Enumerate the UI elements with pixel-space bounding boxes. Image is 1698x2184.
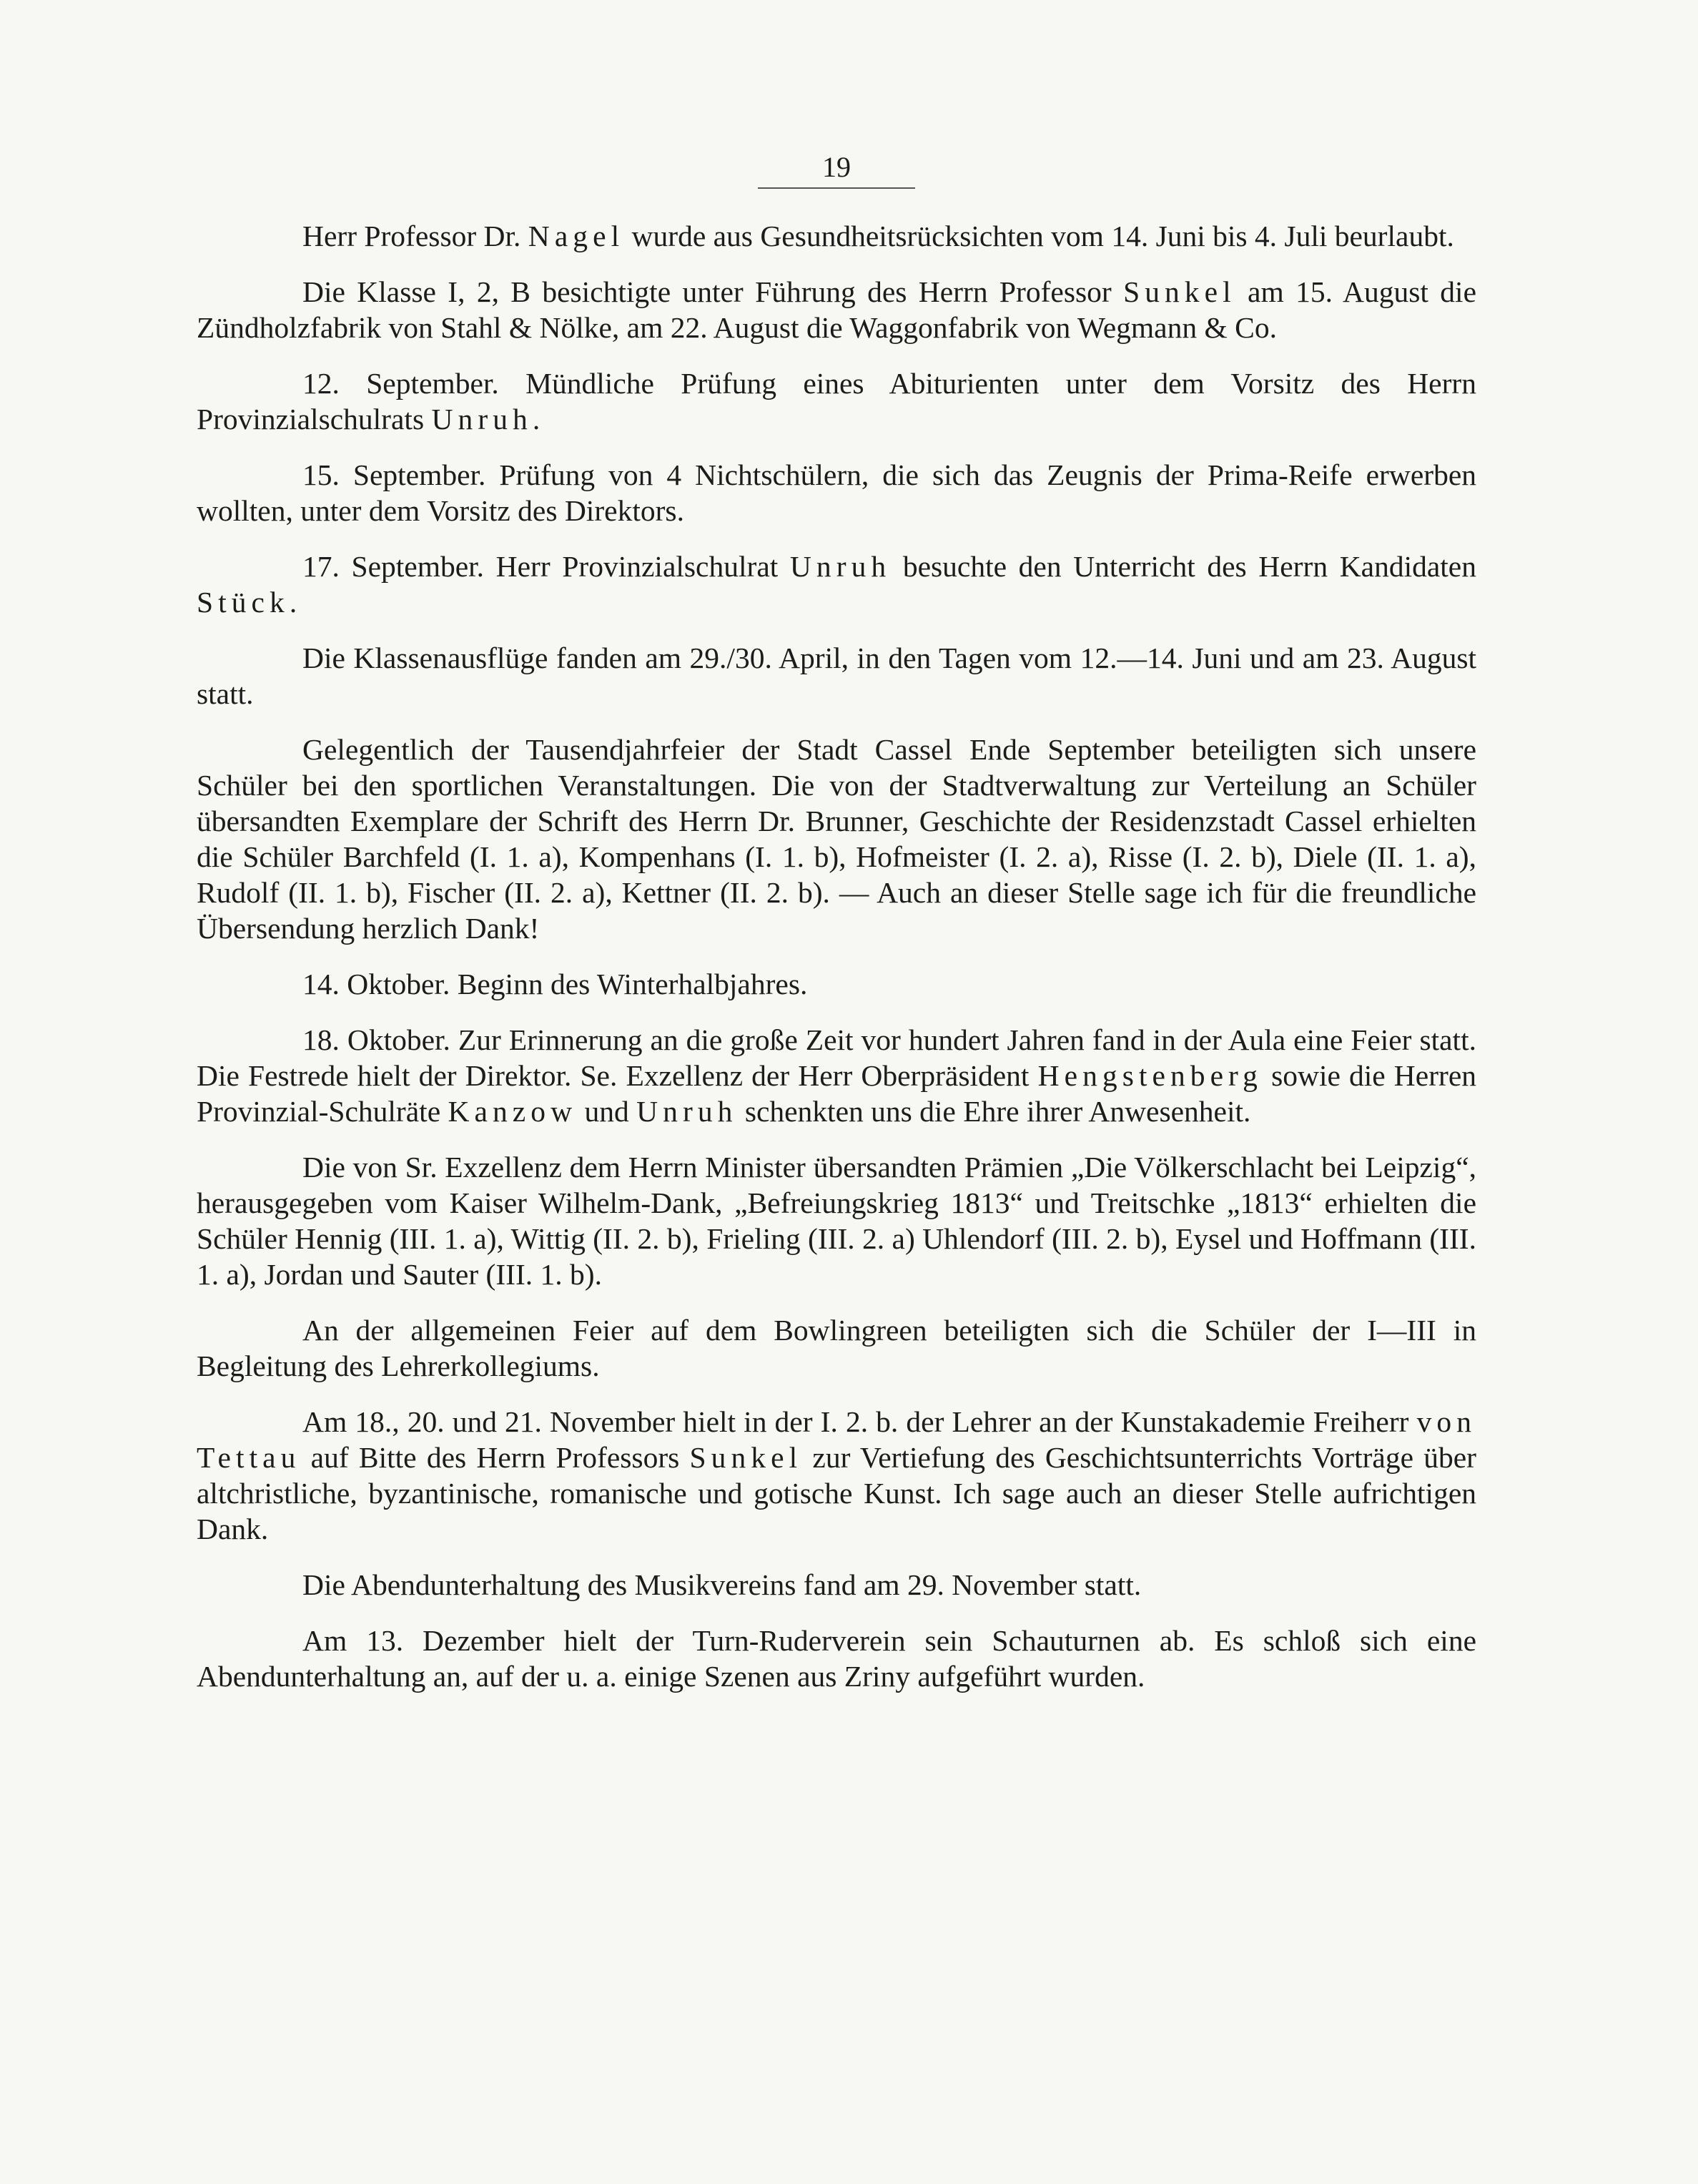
spaced-name: Sunkel (1123, 275, 1236, 308)
body-text (197, 218, 1476, 1714)
paragraph (197, 1404, 1476, 1547)
paragraph (197, 274, 1476, 345)
text-segment: Herr Professor Dr. (302, 220, 528, 252)
paragraph (197, 1312, 1476, 1384)
spaced-name: Hengstenberg (1037, 1059, 1263, 1092)
paragraph (197, 1022, 1476, 1129)
text-segment: zur Vertiefung des Geschichtsunterrichts Vorträge über altchristliche, byzantinische, romanische und gotische Kunst. Ich sage auch an dieser Stelle aufrichtigen Dank. (197, 1441, 1476, 1545)
paragraph (197, 457, 1476, 528)
text-segment: Die von Sr. Exzellenz dem Herrn Minister übersandten Prämien „Die Völkerschlacht bei Leipzig“, herausgegeben vom Kaiser Wilhelm-Dank, „Befreiungskrieg 1813“ und Treitschke „1813“ erhielten die Schüler Hennig (III. 1. a), Wittig (II. 2. b), Frieling (III. 2. a) Uhlendorf (III. 2. b), Eysel und Hoffmann (III. 1. a), Jordan und Sauter (III. 1. b). (197, 1151, 1476, 1291)
text-segment: 14. Oktober. Beginn des Winterhalbjahres. (302, 968, 808, 1000)
paragraph (197, 1567, 1476, 1603)
paragraph (197, 1149, 1476, 1292)
text-segment: Am 18., 20. und 21. November hielt in der I. 2. b. der Lehrer an der Kunstakademie Freiherr (302, 1405, 1417, 1438)
text-segment: 12. September. Mündliche Prüfung eines Abiturienten unter dem Vorsitz des Herrn Provinzialschulrats (197, 367, 1476, 436)
paragraph (197, 1623, 1476, 1694)
spaced-name: Unruh (636, 1095, 738, 1128)
spaced-name: Stück (197, 586, 290, 619)
text-segment: Die Klassenausflüge fanden am 29./30. April, in den Tagen vom 12.—14. Juni und am 23. August statt. (197, 641, 1476, 710)
paragraph (197, 966, 1476, 1002)
text-segment: sowie die Herren Provinzial-Schulräte (197, 1059, 1477, 1128)
paragraph (197, 549, 1476, 620)
spaced-name: Kanzow (448, 1095, 578, 1128)
spaced-name: Unruh (431, 403, 533, 436)
text-segment: . (289, 586, 297, 619)
text-segment: Die Klasse I, 2, B besichtigte unter Führung des Herrn Professor (302, 275, 1124, 308)
paragraph (197, 365, 1476, 437)
text-segment: schenkten uns die Ehre ihrer Anwesenheit. (737, 1095, 1251, 1128)
text-segment: 18. Oktober. Zur Erinnerung an die große Zeit vor hundert Jahren fand in der Aula eine Feier statt. Die Festrede hielt der Direktor. Se. Exzellenz der Herr Oberpräsident (197, 1023, 1476, 1092)
text-segment: wurde aus Gesundheitsrücksichten vom 14. Juni bis 4. Juli beurlaubt. (624, 220, 1454, 252)
paragraph (197, 218, 1476, 254)
spaced-name: von Tettau (197, 1405, 1476, 1474)
page-number-rule (758, 187, 915, 189)
text-segment: Gelegentlich der Tausendjahrfeier der Stadt Cassel Ende September beteiligten sich unsere Schüler bei den sportlichen Veranstaltungen. Die von der Stadtverwaltung zur Verteilung an Schüler übersandten Exemplare der Schrift des Herrn Dr. Brunner, Geschichte der Residenzstadt Cassel erhielten die Schüler Barchfeld (I. 1. a), Kompenhans (I. 1. b), Hofmeister (I. 2. a), Risse (I. 2. b), Diele (II. 1. a), Rudolf (II. 1. b), Fischer (II. 2. a), Kettner (II. 2. b). — Auch an dieser Stelle sage ich für die freundliche Übersendung herzlich Dank! (197, 733, 1476, 945)
text-segment: Am 13. Dezember hielt der Turn-Ruderverein sein Schauturnen ab. Es schloß sich eine Abendunterhaltung an, auf der u. a. einige Szenen aus Zriny aufgeführt wurden. (197, 1624, 1476, 1693)
spaced-name: Nagel (528, 220, 625, 252)
text-segment: . (532, 403, 541, 436)
text-segment: Die Abendunterhaltung des Musikvereins fand am 29. November statt. (302, 1568, 1142, 1601)
spaced-name: Unruh (789, 550, 892, 583)
text-segment: 17. September. Herr Provinzialschulrat (302, 550, 790, 583)
text-segment: auf Bitte des Herrn Professors (300, 1441, 690, 1474)
text-segment: besuchte den Unterricht des Herrn Kandidaten (891, 550, 1476, 583)
paragraph (197, 732, 1476, 946)
spaced-name: Sunkel (689, 1441, 803, 1474)
text-segment: 15. September. Prüfung von 4 Nichtschülern, die sich das Zeugnis der Prima-Reife erwerben wollten, unter dem Vorsitz des Direktors. (197, 458, 1476, 527)
text-segment: und (577, 1095, 637, 1128)
text-segment: am 15. August die Zündholzfabrik von Stahl & Nölke, am 22. August die Waggonfabrik von Wegmann & Co. (197, 275, 1477, 344)
text-segment: An der allgemeinen Feier auf dem Bowlingreen beteiligten sich die Schüler der I—III in Begleitung des Lehrerkollegiums. (197, 1314, 1476, 1382)
paragraph (197, 640, 1476, 712)
page-number: 19 (822, 151, 851, 183)
